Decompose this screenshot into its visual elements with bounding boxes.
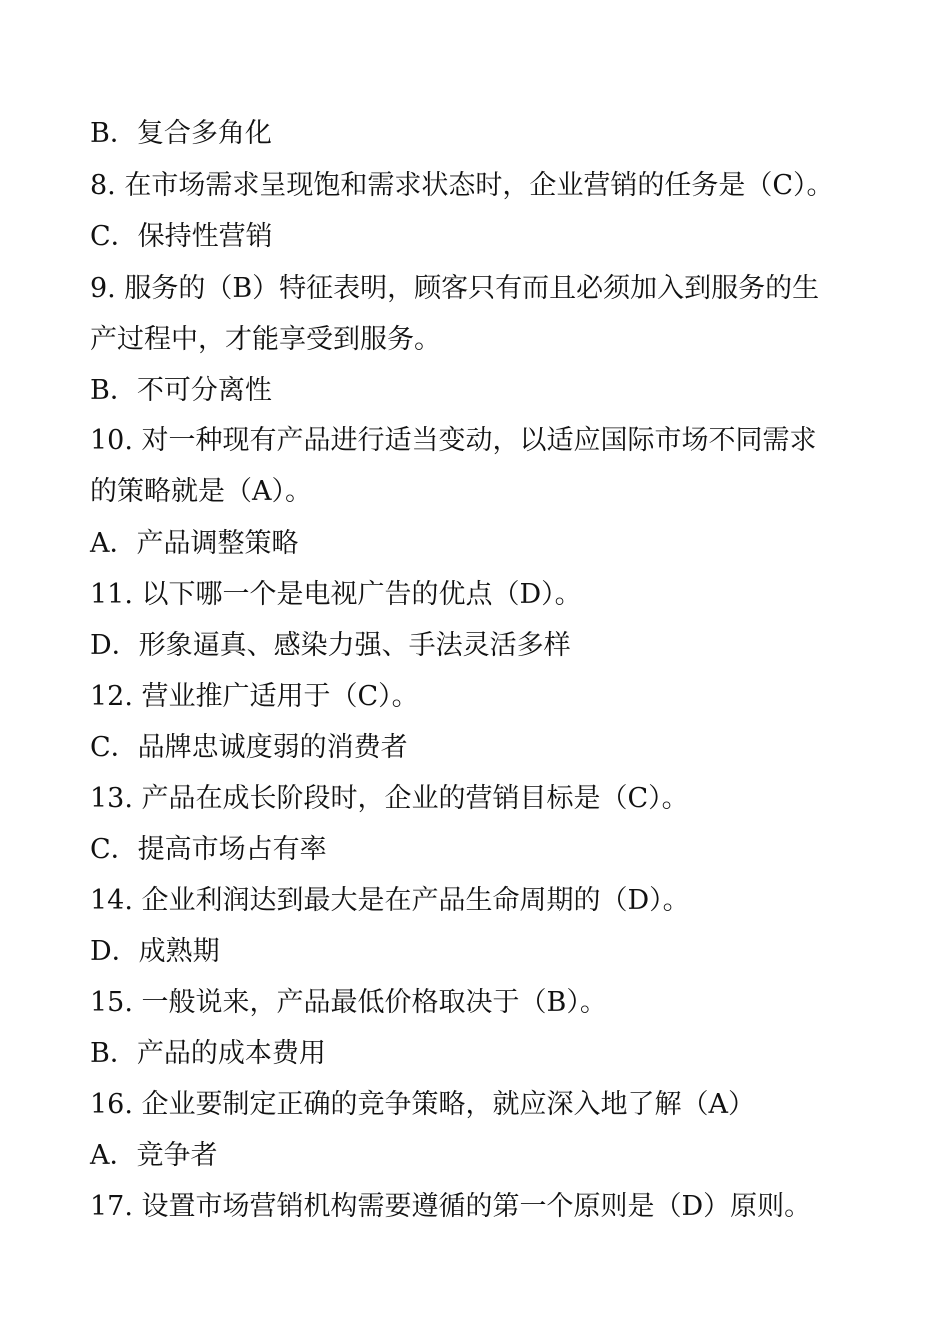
question-line: 12. 营业推广适用于（C）。: [90, 681, 419, 712]
question-line: 10. 对一种现有产品进行适当变动，以适应国际市场不同需求: [90, 425, 817, 456]
question-line-continued: 产过程中，才能享受到服务。: [90, 324, 441, 355]
question-line: 13. 产品在成长阶段时，企业的营销目标是（C）。: [90, 783, 689, 814]
question-line: 11. 以下哪一个是电视广告的优点（D）。: [90, 579, 582, 610]
question-line: 8. 在市场需求呈现饱和需求状态时，企业营销的任务是（C）。: [90, 170, 834, 201]
answer-line: C．保持性营销: [90, 221, 273, 252]
answer-line: A．产品调整策略: [90, 528, 299, 559]
answer-line: C．品牌忠诚度弱的消费者: [90, 732, 408, 763]
answer-line: C．提高市场占有率: [90, 834, 327, 865]
answer-line: D．成熟期: [90, 936, 220, 967]
answer-line: B．复合多角化: [90, 118, 272, 149]
question-line: 16. 企业要制定正确的竞争策略，就应深入地了解（A）: [90, 1089, 756, 1120]
answer-line: A．竞争者: [90, 1140, 218, 1171]
question-line: 15. 一般说来，产品最低价格取决于（B）。: [90, 987, 607, 1018]
question-line-continued: 的策略就是（A）。: [90, 476, 312, 507]
question-line: 9. 服务的（B）特征表明，顾客只有而且必须加入到服务的生: [90, 273, 820, 304]
answer-line: B．产品的成本费用: [90, 1038, 326, 1069]
question-line: 17. 设置市场营销机构需要遵循的第一个原则是（D）原则。: [90, 1191, 812, 1222]
answer-line: B．不可分离性: [90, 375, 272, 406]
answer-line: D．形象逼真、感染力强、手法灵活多样: [90, 630, 571, 661]
question-line: 14. 企业利润达到最大是在产品生命周期的（D）。: [90, 885, 690, 916]
